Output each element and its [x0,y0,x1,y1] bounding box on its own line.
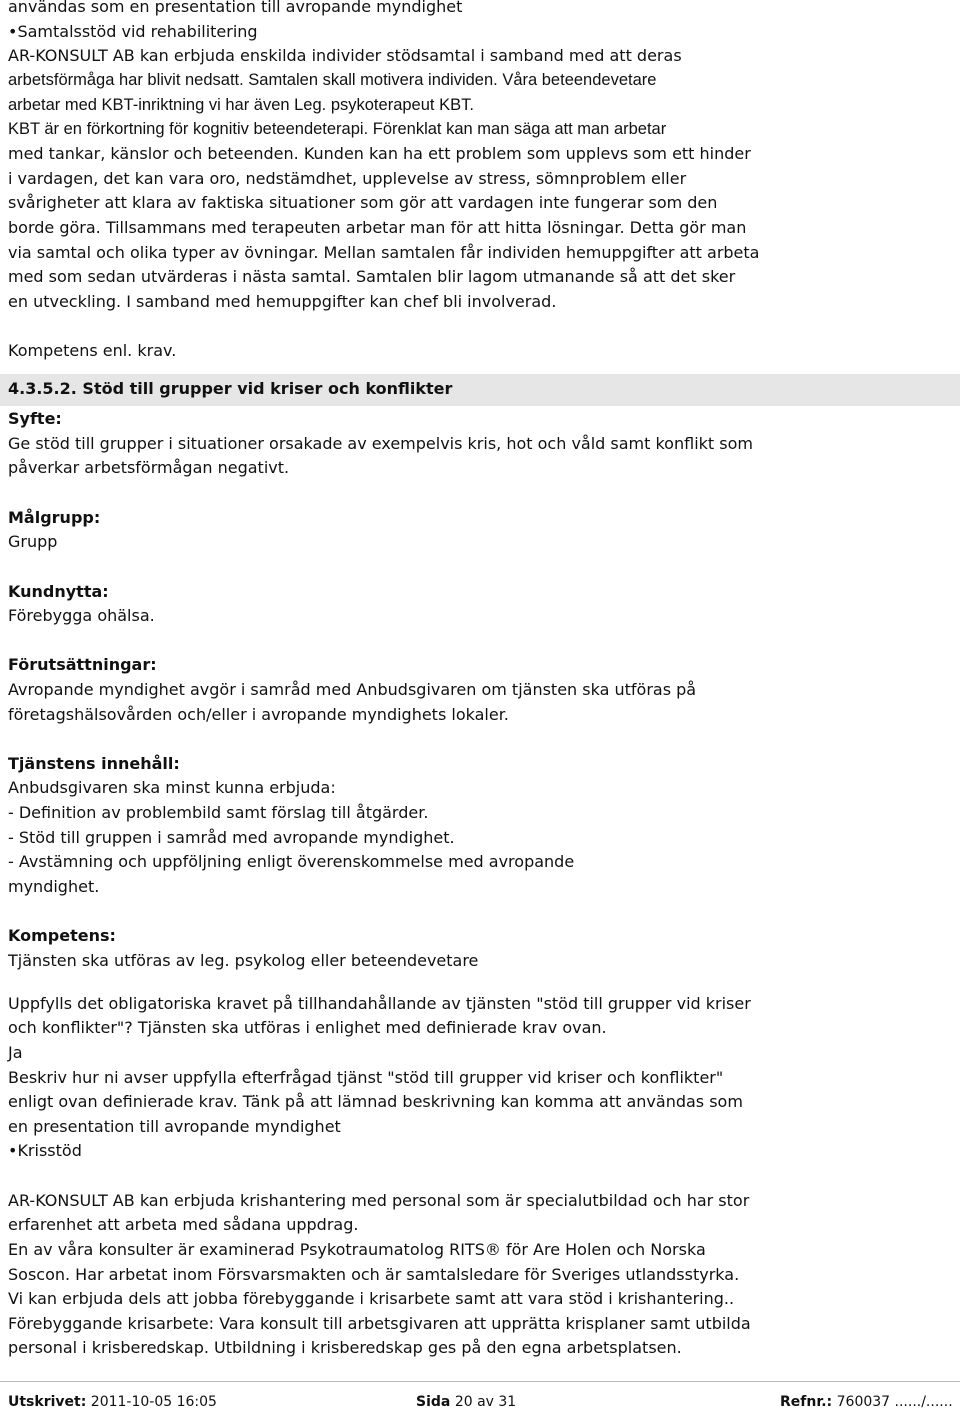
text-line: myndighet. [8,877,100,896]
section-heading: 4.3.5.2. Stöd till grupper vid kriser och konflikter [8,379,453,398]
text-line: Uppfylls det obligatoriska kravet på tillhandahållande av tjänsten "stöd till grupper vid kriser [8,994,751,1013]
text-line: AR-KONSULT AB kan erbjuda enskilda individer stödsamtal i samband med att deras [8,46,682,65]
footer-page [416,1393,516,1411]
text-line: svårigheter att klara av faktiska situationer som gör att vardagen inte fungerar som den [8,193,718,212]
list-item: - Definition av problembild samt förslag till åtgärder. [8,803,429,822]
text-line: Vi kan erbjuda dels att jobba förebyggande i krisarbete samt att vara stöd i krishantering.. [8,1289,735,1308]
page-value: 20 av 31 [454,1394,517,1410]
kompetens-value: Tjänsten ska utföras av leg. psykolog eller beteendevetare [8,951,479,970]
list-item: - Avstämning och uppföljning enligt överenskommelse med avropande [8,852,575,871]
ref-label: Refnr.: [780,1394,833,1410]
text-line: en utveckling. I samband med hemuppgifter kan chef bli involverad. [8,292,557,311]
text-line: arbetsförmåga har blivit nedsatt. Samtalen skall motivera individen. Våra beteendevetare [8,71,657,89]
text-line: erfarenhet att arbeta med sådana uppdrag. [8,1215,359,1234]
list-item: - Stöd till gruppen i samråd med avropande myndighet. [8,828,455,847]
text-line: Kompetens enl. krav. [8,341,177,360]
text-line: Ge stöd till grupper i situationer orsakade av exempelvis kris, hot och våld samt konflikt som [8,434,753,453]
text-line: påverkar arbetsförmågan negativt. [8,458,290,477]
printed-value: 2011-10-05 16:05 [90,1394,217,1410]
kompetens-label: Kompetens: [8,926,116,945]
kundnytta-value: Förebygga ohälsa. [8,606,155,625]
innehall-label: Tjänstens innehåll: [8,754,180,773]
text-line: En av våra konsulter är examinerad Psykotraumatolog RITS® för Are Holen och Norska [8,1240,706,1259]
text-line: borde göra. Tillsammans med terapeuten arbetar man för att hitta lösningar. Detta gör man [8,218,747,237]
text-line: Beskriv hur ni avser uppfylla efterfrågad tjänst "stöd till grupper vid kriser och konflikter" [8,1068,724,1087]
text-line: Anbudsgivaren ska minst kunna erbjuda: [8,778,336,797]
footer-ref [780,1393,953,1411]
text-line: AR-KONSULT AB kan erbjuda krishantering med personal som är specialutbildad och har stor [8,1191,750,1210]
text-line: via samtal och olika typer av övningar. Mellan samtalen får individen hemuppgifter att arbeta [8,243,760,262]
text-line: företagshälsovården och/eller i avropande myndighets lokaler. [8,705,509,724]
syfte-label: Syfte: [8,409,62,428]
text-line: KBT är en förkortning för kognitiv beteendeterapi. Förenklat kan man säga att man arbetar [8,120,667,138]
page-label: Sida [416,1394,451,1410]
text-line: användas som en presentation till avropande myndighet [8,0,463,16]
malgrupp-value: Grupp [8,532,58,551]
answer-ja: Ja [8,1043,23,1062]
footer-printed [8,1393,217,1411]
forutsattningar-label: Förutsättningar: [8,655,157,674]
ref-value: 760037 ....../...... [836,1394,953,1410]
malgrupp-label: Målgrupp: [8,508,101,527]
text-line: Soscon. Har arbetat inom Försvarsmakten och är samtalsledare för Sveriges utlandsstyrka. [8,1265,740,1284]
footer-divider [0,1381,960,1382]
text-line: enligt ovan definierade krav. Tänk på att lämnad beskrivning kan komma att användas som [8,1092,743,1111]
kundnytta-label: Kundnytta: [8,582,109,601]
text-line: med tankar, känslor och beteenden. Kunden kan ha ett problem som upplevs som ett hinder [8,144,751,163]
text-line: i vardagen, det kan vara oro, nedstämdhet, upplevelse av stress, sömnproblem eller [8,169,687,188]
text-line: personal i krisberedskap. Utbildning i krisberedskap ges på den egna arbetsplatsen. [8,1338,682,1357]
text-line: med som sedan utvärderas i nästa samtal. Samtalen blir lagom utmanande så att det sker [8,267,736,286]
bullet-item-samtalsstod: •Samtalsstöd vid rehabilitering [8,22,258,41]
text-line: Förebyggande krisarbete: Vara konsult till arbetsgivaren att upprätta krisplaner samt utbilda [8,1314,751,1333]
text-line: en presentation till avropande myndighet [8,1117,341,1136]
text-line: arbetar med KBT-inriktning vi har även Leg. psykoterapeut KBT. [8,96,474,114]
text-line: Avropande myndighet avgör i samråd med Anbudsgivaren om tjänsten ska utföras på [8,680,697,699]
bullet-item-krisstod: •Krisstöd [8,1141,82,1160]
text-line: och konflikter"? Tjänsten ska utföras i enlighet med definierade krav ovan. [8,1018,607,1037]
printed-label: Utskrivet: [8,1394,87,1410]
